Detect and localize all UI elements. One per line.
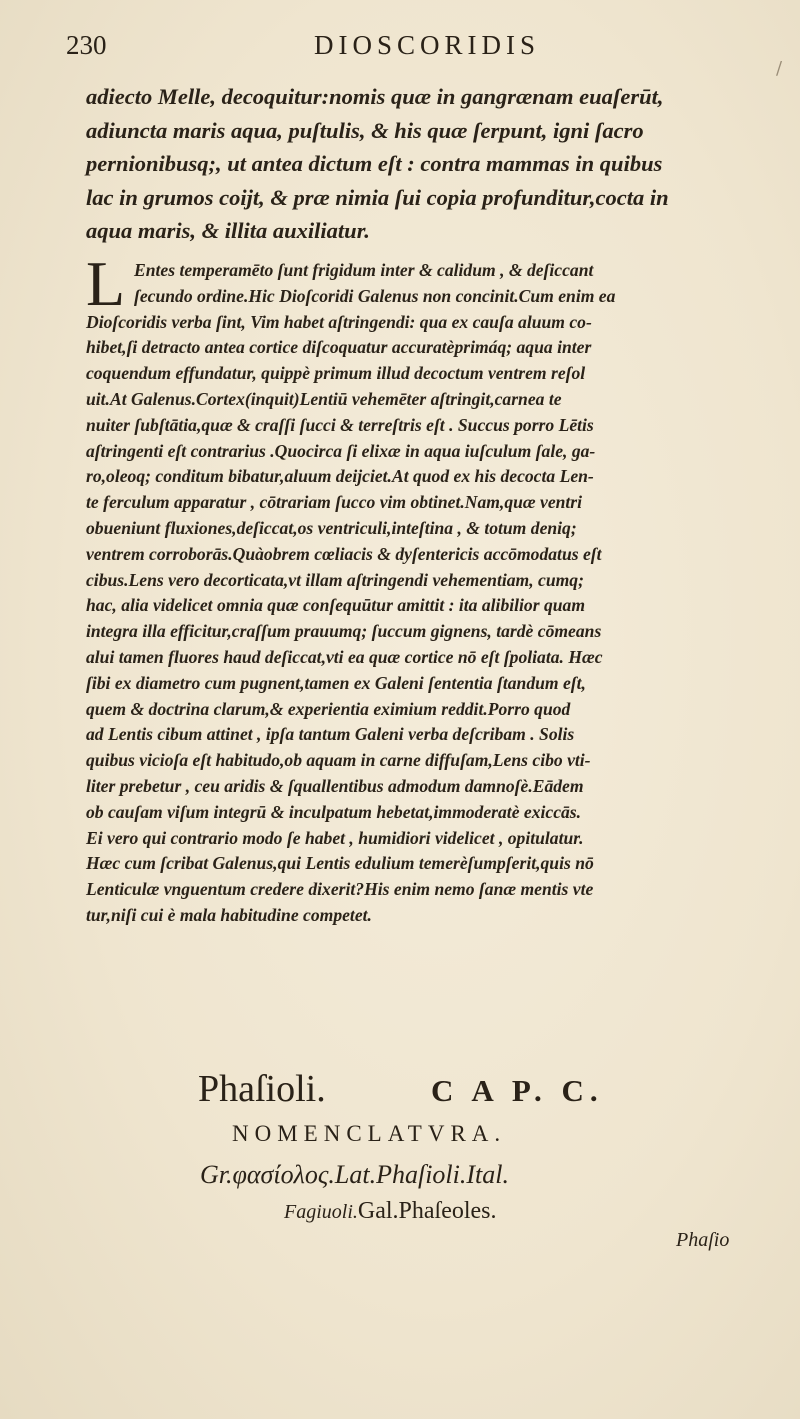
text-line: ſibi ex diametro cum pugnent,tamen ex Galeni ſententia ſtandum eſt, (86, 672, 586, 693)
nomenclatura-heading: NOMENCLATVRA. (232, 1121, 507, 1146)
text-line: tur,niſi cui è mala habitudine competet. (86, 904, 372, 925)
french-name: Gal.Phaſeoles. (357, 1198, 497, 1224)
text-line: hibet,ſi detracto antea cortice diſcoquatur accuratèprimáq; aqua inter (86, 337, 592, 358)
chapter-heading (198, 1067, 638, 1117)
text-line: cibus.Lens vero decorticata,vt illam aſtringendi vehementiam, cumq; (86, 569, 584, 590)
text-line: pernionibusq;, ut antea dictum eſt : contra mammas in quibus (86, 151, 663, 176)
text-line: alui tamen fluores haud deſiccat,vti ea quæ cortice nō eſt ſpoliata. Hæc (86, 646, 603, 667)
text-line: quem & doctrina clarum,& experientia eximium reddit.Porro quod (86, 698, 571, 719)
text-line: coquendum effundatur, quippè primum illud decoctum ventrem reſol (86, 363, 586, 384)
text-line: obueniunt fluxiones,deſiccat,os ventriculi,inteſtina , & totum deniq; (86, 517, 577, 538)
drop-cap: L (86, 248, 126, 319)
text-line: nuiter ſubſtātia,quæ & craſſi ſucci & terreſtris eſt . Succus porro Lētis (86, 414, 594, 435)
page-header (66, 30, 766, 70)
text-line: lac in grumos coijt, & præ nimia ſui copia profunditur,cocta in (86, 184, 669, 210)
text-line: ob cauſam viſum integrū & inculpatum hebetat,immoderatè exiccās. (86, 801, 582, 822)
text-line: Hæc cum ſcribat Galenus,qui Lentis edulium temerèſumpſerit,quis nō (86, 853, 594, 874)
italian-name: Fagiuoli. (284, 1201, 358, 1223)
running-title: DIOSCORIDIS (314, 30, 541, 60)
dioscorides-paragraph (86, 80, 772, 248)
catchword: Phaſio (676, 1229, 730, 1251)
text-line: ro,oleoq; conditum bibatur,aluum deijciet.At quod ex his decocta Len- (86, 466, 594, 487)
text-line: aſtringenti eſt contrarius .Quocirca ſi elixæ in aqua iuſculum ſale, ga- (86, 440, 596, 461)
synonyms-line: Gr.φασίολος.Lat.Phaſioli.Ital. (200, 1160, 509, 1189)
paper-mark: / (776, 58, 783, 79)
commentary-paragraph (86, 248, 772, 929)
text-line: te ferculum apparatur , cōtrariam ſucco vim obtinet.Nam,quæ ventri (86, 492, 583, 513)
page-number: 230 (66, 30, 107, 60)
text-line: Dioſcoridis verba ſint, Vim habet aſtringendi: qua ex cauſa aluum co- (86, 311, 592, 332)
text-line: adiuncta maris aqua, puſtulis, & his quæ ſerpunt, igni ſacro (86, 117, 644, 143)
text-line-first: Entes temperamēto ſunt frigidum inter & calidum , & deſiccant (134, 260, 594, 280)
text-line: Lenticulæ vnguentum credere dixerit?His enim nemo ſanæ mentis vte (86, 879, 594, 900)
text-line: ſecundo ordine.Hic Dioſcoridi Galenus non concinit.Cum enim ea (134, 285, 616, 306)
chapter-number: C A P. C. (431, 1073, 604, 1108)
text-line: aqua maris, & illita auxiliatur. (86, 218, 370, 243)
text-line: integra illa efficitur,craſſum prauumq; ſuccum gignens, tardè cōmeans (86, 621, 602, 642)
text-line: ad Lentis cibum attinet , ipſa tantum Galeni verba deſcribam . Solis (86, 724, 575, 745)
chapter-title: Phaſioli. (198, 1068, 326, 1110)
text-line: ventrem corroborās.Quàobrem cœliacis & dyſentericis accōmodatus eſt (86, 543, 602, 564)
text-line: uit.At Galenus.Cortex(inquit)Lentiū vehemēter aſtringit,carnea te (86, 388, 562, 409)
text-line: hac, alia videlicet omnia quæ conſequūtur amittit : ita alibilior quam (86, 595, 586, 616)
synonyms-line-2 (284, 1198, 497, 1225)
text-line: quibus vicioſa eſt habitudo,ob aquam in carne diffuſam,Lens cibo vti- (86, 750, 591, 771)
text-line: adiecto Melle, decoquitur:nomis quæ in gangrænam euaſerūt, (86, 84, 664, 109)
text-line: liter prebetur , ceu aridis & ſquallentibus admodum damnoſè.Eādem (86, 775, 584, 796)
text-line: Ei vero qui contrario modo ſe habet , humidiori videlicet , opitulatur. (86, 827, 584, 848)
